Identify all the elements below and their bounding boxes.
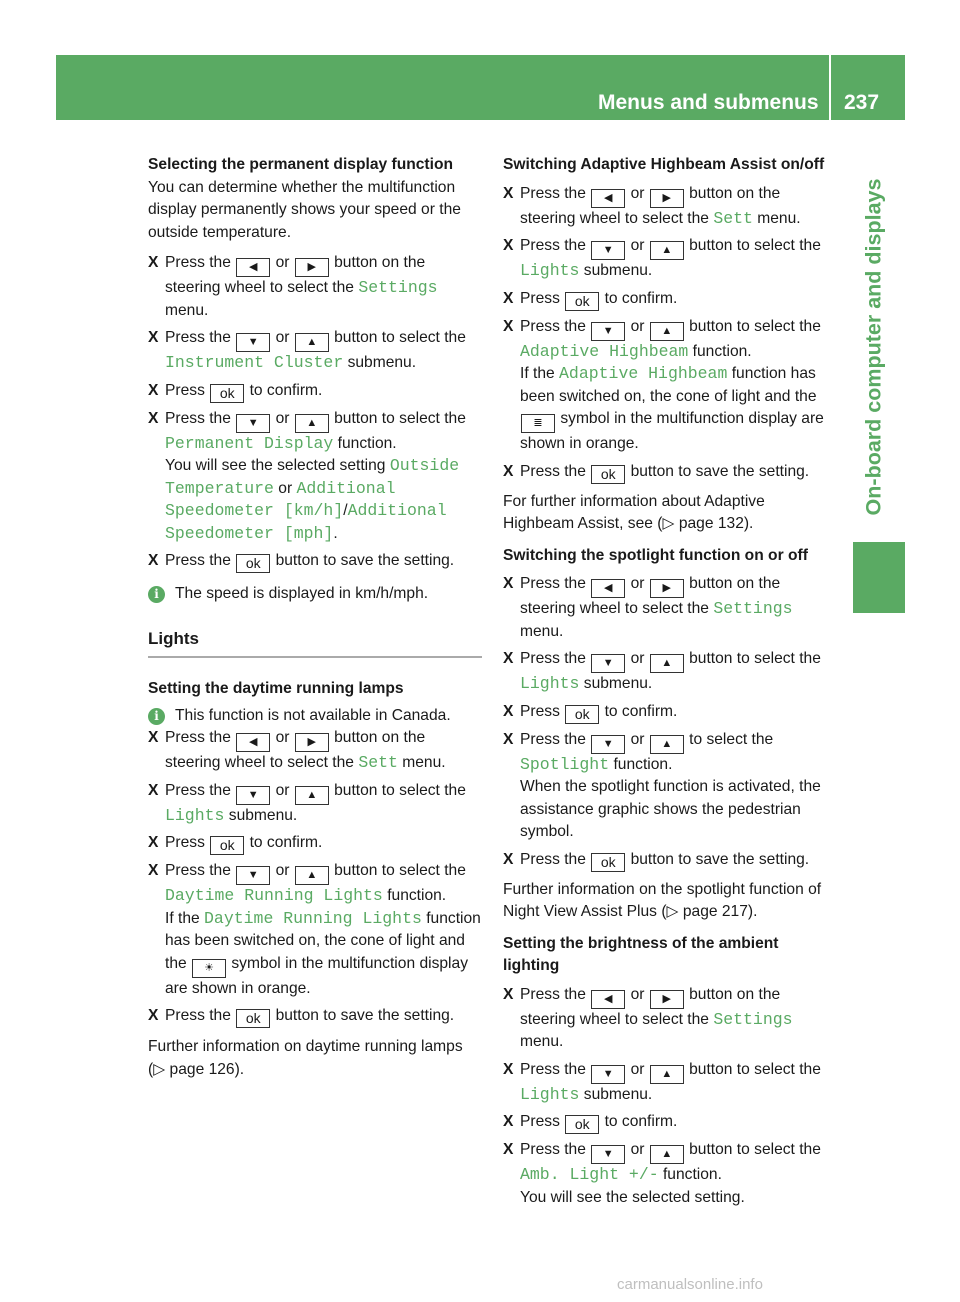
step: X Press the ▼ or ▲ to select the Spotlight function. When the spotlight function is activated, the assistance graphic shows the pedestrian symbol.: [503, 730, 821, 840]
step-arrow-icon: X: [503, 184, 514, 202]
step: X Press the ▼ or ▲ button to select the Lights submenu.: [503, 650, 821, 693]
step-arrow-icon: X: [148, 254, 159, 271]
step-arrow-icon: X: [503, 702, 514, 720]
ok-button-icon: ok: [565, 1115, 599, 1134]
step: X Press the ◀ or ▶ button on the steering wheel to select the Settings menu.: [503, 575, 793, 640]
ok-button-icon: ok: [210, 836, 244, 855]
right-button-icon: ▶: [650, 579, 684, 598]
step: X Press the ▼ or ▲ button to select the Daytime Running Lights function. If the Daytime Running Lights function has been switched on, the cone of light and the ☀ symbol in the multifunction display are shown in orange.: [148, 862, 481, 997]
heading-permanent-display: Selecting the permanent display function: [148, 156, 453, 173]
step: X Press the ▼ or ▲ button to select the Amb. Light +/- function. You will see the selected setting.: [503, 1141, 821, 1206]
step-arrow-icon: X: [148, 381, 159, 399]
page-header-title: Menus and submenus: [598, 91, 819, 114]
step-arrow-icon: X: [148, 862, 159, 879]
step-arrow-icon: X: [503, 1113, 514, 1130]
menu-term: Instrument Cluster: [165, 353, 344, 372]
info-icon: i: [148, 586, 165, 603]
down-button-icon: ▼: [591, 322, 625, 341]
up-button-icon: ▲: [295, 414, 329, 433]
heading-adaptive-highbeam: Switching Adaptive Highbeam Assist on/off: [503, 156, 825, 173]
heading-daytime-running-lamps: Setting the daytime running lamps: [148, 680, 404, 697]
up-button-icon: ▲: [650, 1145, 684, 1164]
info-icon: i: [148, 708, 165, 725]
step: X Press ok to confirm.: [148, 834, 323, 853]
up-button-icon: ▲: [650, 735, 684, 754]
menu-term: Daytime Running Lights: [204, 908, 422, 928]
step-arrow-icon: X: [503, 1060, 514, 1078]
further-info: For further information about Adaptive Highbeam Assist, see (▷ page 132).: [503, 492, 765, 532]
down-button-icon: ▼: [591, 654, 625, 673]
step-arrow-icon: X: [503, 237, 514, 254]
step-arrow-icon: X: [148, 329, 159, 346]
step: X Press the ◀ or ▶ button on the steering wheel to select the Sett menu.: [148, 729, 446, 772]
right-button-icon: ▶: [295, 258, 329, 277]
further-info: Further information on the spotlight function of Night View Assist Plus (▷ page 217).: [503, 880, 822, 920]
menu-term: Settings: [713, 599, 793, 618]
left-button-icon: ◀: [236, 733, 270, 752]
step-arrow-icon: X: [503, 462, 514, 480]
info-note: i This function is not available in Canada.: [148, 705, 482, 728]
step: X Press the ok button to save the setting.: [148, 1007, 455, 1026]
menu-term: Amb. Light +/-: [520, 1165, 659, 1184]
menu-term: Daytime Running Lights: [165, 886, 383, 905]
step-arrow-icon: X: [148, 552, 159, 569]
left-button-icon: ◀: [591, 189, 625, 208]
down-button-icon: ▼: [236, 414, 270, 433]
step: X Press the ▼ or ▲ button to select the Instrument Cluster submenu.: [148, 329, 466, 372]
ok-button-icon: ok: [565, 705, 599, 724]
step-arrow-icon: X: [148, 409, 159, 427]
ok-button-icon: ok: [236, 1009, 270, 1028]
down-button-icon: ▼: [591, 1145, 625, 1164]
step: X Press the ok button to save the setting.: [503, 850, 810, 870]
down-button-icon: ▼: [591, 735, 625, 754]
ok-button-icon: ok: [236, 554, 270, 573]
menu-term: Lights: [520, 1084, 580, 1104]
menu-term: Sett: [713, 208, 753, 228]
menu-term: Additional Speedometer [mph]: [165, 501, 447, 543]
side-tab-label: On-board computer and displays: [861, 178, 886, 516]
step-arrow-icon: X: [503, 1141, 514, 1158]
up-button-icon: ▲: [295, 333, 329, 352]
step: X Press the ▼ or ▲ button to select the Lights submenu.: [503, 237, 821, 280]
heading-spotlight: Switching the spotlight function on or off: [503, 546, 808, 564]
step: X Press the ▼ or ▲ button to select the Lights submenu.: [503, 1060, 821, 1104]
right-column: [503, 154, 837, 1214]
menu-term: Adaptive Highbeam: [559, 364, 728, 383]
step: X Press the ◀ or ▶ button on the steering wheel to select the Settings menu.: [503, 985, 793, 1050]
up-button-icon: ▲: [650, 241, 684, 260]
menu-term: Additional Speedometer [km/h]: [165, 478, 396, 520]
down-button-icon: ▼: [236, 333, 270, 352]
step-arrow-icon: X: [148, 729, 159, 746]
up-button-icon: ▲: [650, 322, 684, 341]
ok-button-icon: ok: [210, 384, 244, 403]
menu-term: Outside Temperature: [165, 456, 460, 498]
right-button-icon: ▶: [295, 733, 329, 752]
heading-ambient-lighting: Setting the brightness of the ambient lighting: [503, 934, 779, 974]
down-button-icon: ▼: [591, 241, 625, 260]
menu-term: Lights: [520, 261, 580, 280]
step-arrow-icon: X: [503, 575, 514, 592]
step: X Press the ◀ or ▶ button on the steering wheel to select the Sett menu.: [503, 184, 801, 228]
step-arrow-icon: X: [503, 850, 514, 868]
menu-term: Settings: [358, 278, 438, 297]
up-button-icon: ▲: [295, 866, 329, 885]
step: X Press the ▼ or ▲ button to select the Lights submenu.: [148, 781, 466, 825]
step: X Press the ok button to save the setting.: [503, 462, 810, 482]
step-arrow-icon: X: [503, 289, 514, 307]
down-button-icon: ▼: [236, 866, 270, 885]
down-button-icon: ▼: [591, 1065, 625, 1084]
step-arrow-icon: X: [503, 650, 514, 667]
highbeam-icon: ≣: [521, 414, 555, 433]
left-button-icon: ◀: [591, 990, 625, 1009]
step: X Press the ▼ or ▲ button to select the Adaptive Highbeam function. If the Adaptive Highbeam function has been switched on, the cone of light and the ≣ symbol in the multifunction display are shown in orange.: [503, 317, 824, 452]
ok-button-icon: ok: [591, 853, 625, 872]
menu-term: Lights: [520, 674, 580, 693]
footer-watermark[interactable]: carmanualsonline.info: [617, 1276, 763, 1293]
step: X Press ok to confirm.: [503, 289, 678, 309]
step-arrow-icon: X: [148, 781, 159, 799]
right-button-icon: ▶: [650, 189, 684, 208]
menu-term: Spotlight: [520, 754, 610, 774]
menu-term: Adaptive Highbeam: [520, 341, 689, 361]
menu-term: Settings: [713, 1009, 793, 1029]
menu-term: Sett: [358, 753, 398, 772]
intro-text: You can determine whether the multifunction display permanently shows your speed or the outside temperature.: [148, 178, 461, 241]
step: X Press ok to confirm.: [148, 381, 323, 401]
info-note: i The speed is displayed in km/h/mph.: [148, 583, 482, 606]
ok-button-icon: ok: [591, 465, 625, 484]
menu-term: Lights: [165, 805, 225, 825]
side-tab-marker: [853, 542, 905, 613]
left-column: [148, 154, 482, 1081]
up-button-icon: ▲: [650, 654, 684, 673]
step-arrow-icon: X: [503, 317, 514, 335]
down-button-icon: ▼: [236, 786, 270, 805]
left-button-icon: ◀: [236, 258, 270, 277]
daytime-light-icon: ☀: [192, 959, 226, 978]
step: X Press ok to confirm.: [503, 702, 678, 722]
step-arrow-icon: X: [503, 730, 514, 748]
step: X Press the ▼ or ▲ button to select the Permanent Display function. You will see the selected setting Outside Temperature or Additional Speedometer [km/h]/Additional Speedometer [mph].: [148, 409, 466, 543]
right-button-icon: ▶: [650, 990, 684, 1009]
ok-button-icon: ok: [565, 292, 599, 311]
header-divider: [829, 55, 831, 120]
menu-term: Permanent Display: [165, 433, 334, 453]
left-button-icon: ◀: [591, 579, 625, 598]
step-arrow-icon: X: [148, 834, 159, 851]
step: X Press the ok button to save the setting.: [148, 552, 455, 571]
up-button-icon: ▲: [295, 786, 329, 805]
up-button-icon: ▲: [650, 1065, 684, 1084]
step-arrow-icon: X: [503, 985, 514, 1003]
side-tab: [846, 162, 902, 532]
step-arrow-icon: X: [148, 1007, 159, 1024]
step: X Press the ◀ or ▶ button on the steering wheel to select the Settings menu.: [148, 254, 438, 319]
section-heading-lights: Lights: [148, 628, 482, 659]
step: X Press ok to confirm.: [503, 1113, 678, 1132]
further-info: Further information on daytime running lamps (▷ page 126).: [148, 1038, 463, 1078]
page-number: 237: [844, 91, 880, 114]
